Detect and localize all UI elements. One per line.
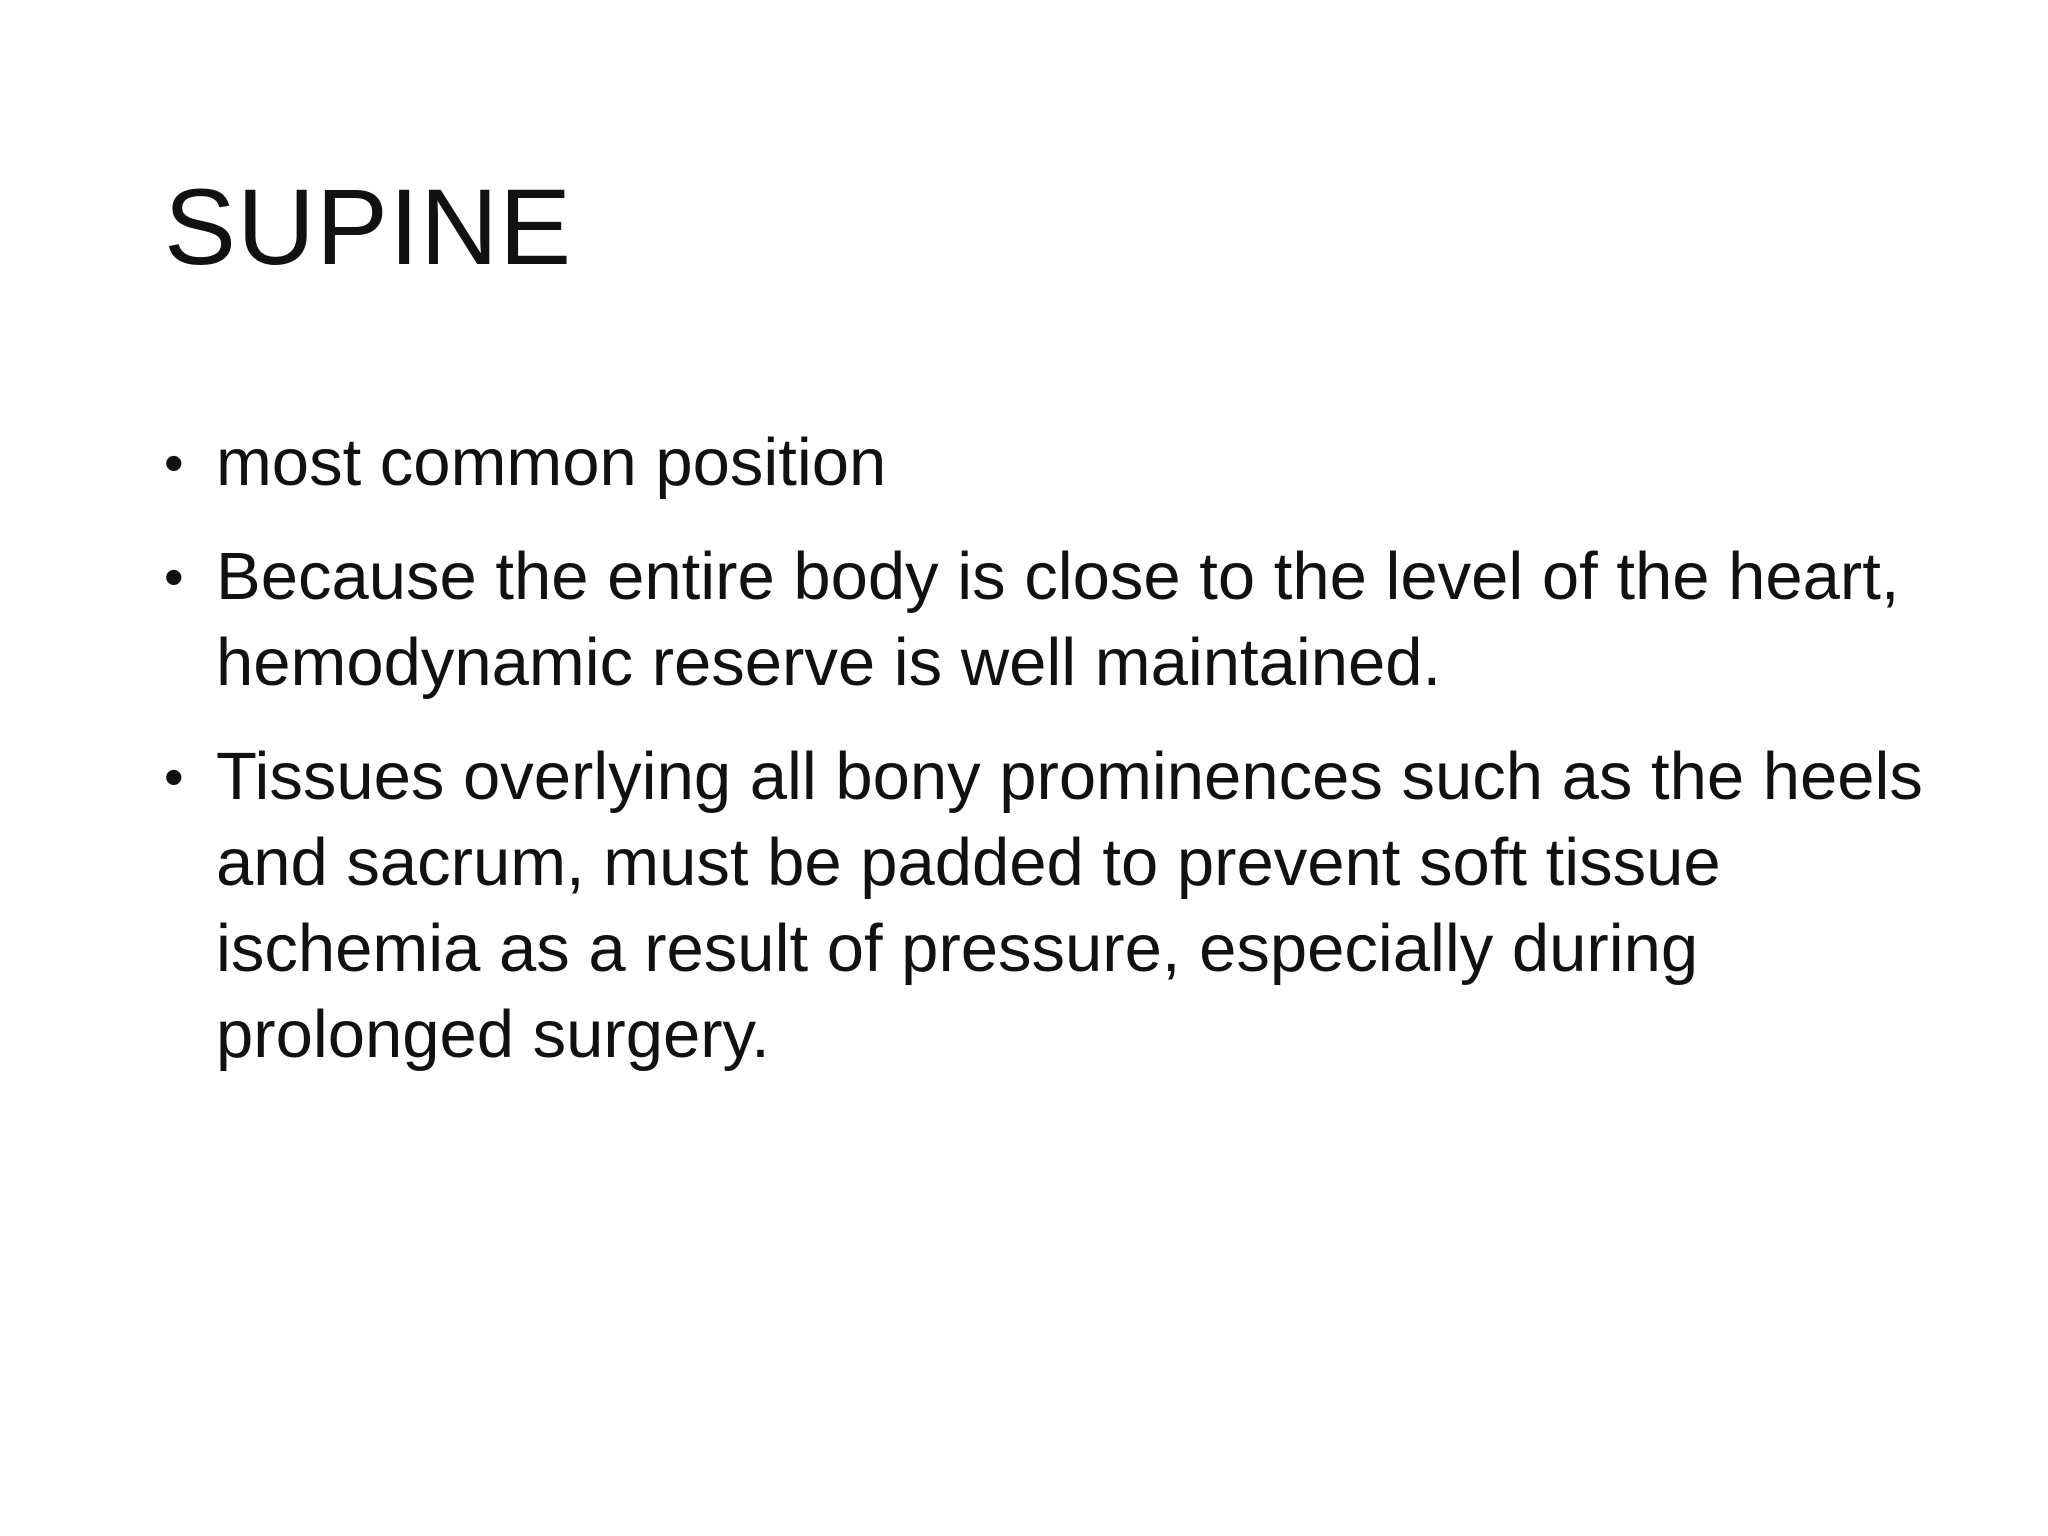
bullet-text: Tissues overlying all bony prominences such as the heels and sacrum, must be padded to prevent soft tissue ischemia as a result of pressure, especially during prolonged surgery. xyxy=(216,739,1923,1072)
bullet-list xyxy=(164,420,1924,1106)
bullet-point-icon: • xyxy=(164,545,184,608)
bullet-item xyxy=(164,534,1924,706)
bullet-point-icon: • xyxy=(164,745,184,808)
bullet-text: Because the entire body is close to the level of the heart, hemodynamic reserve is well maintained. xyxy=(216,539,1900,700)
slide-title: SUPINE xyxy=(164,166,573,287)
bullet-point-icon: • xyxy=(164,431,184,494)
bullet-item xyxy=(164,420,1924,506)
bullet-item xyxy=(164,734,1924,1078)
bullet-text: most common position xyxy=(216,425,887,500)
